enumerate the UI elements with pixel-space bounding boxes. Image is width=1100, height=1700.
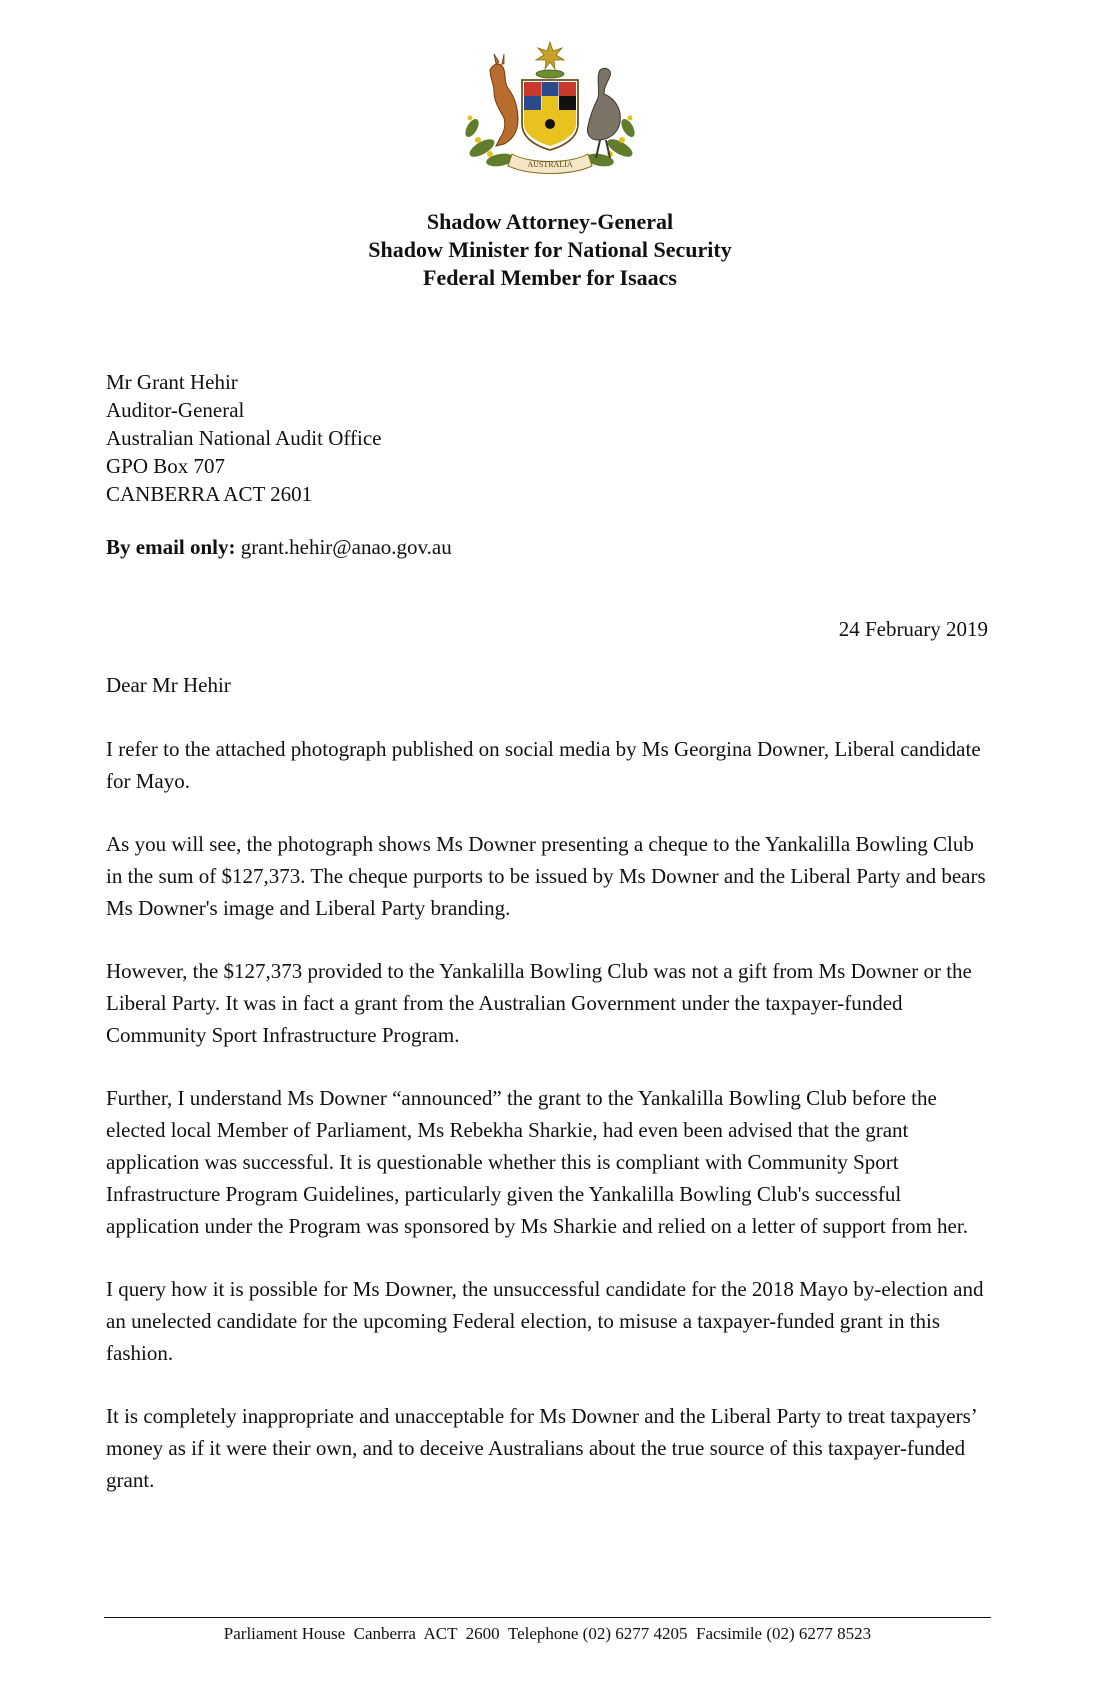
motto-text: AUSTRALIA (527, 160, 573, 169)
letter-date: 24 February 2019 (838, 617, 988, 641)
coat-of-arms-emblem (460, 40, 640, 180)
paragraph: It is completely inappropriate and unacceptable for Ms Downer and the Liberal Party to treat taxpayers’ money as if it were their own, and to deceive Australians about the true source of this taxpayer-funded grant. (106, 1404, 977, 1492)
emu-icon (587, 68, 620, 140)
footer-divider (104, 1617, 991, 1618)
paragraph: I refer to the attached photograph published on social media by Ms Georgina Downer, Liberal candidate for Mayo. (106, 737, 981, 793)
paragraph: I query how it is possible for Ms Downer, the unsuccessful candidate for the 2018 Mayo by-election and an unelected candidate for the upcoming Federal election, to misuse a taxpayer-funded grant in this fashion. (106, 1277, 984, 1365)
paragraph: As you will see, the photograph shows Ms Downer presenting a cheque to the Yankalilla Bowling Club in the sum of $127,373. The cheque purports to be issued by Ms Downer and the Liberal Party and bears Ms Downer's image and Liberal Party branding. (106, 832, 986, 920)
recipient-organisation: Australian National Audit Office (106, 426, 382, 450)
title-federal-member: Federal Member for Isaacs (423, 265, 677, 290)
email-label: By email only: (106, 535, 236, 559)
motto-scroll (508, 154, 592, 174)
paragraph: Further, I understand Ms Downer “announced” the grant to the Yankalilla Bowling Club before the elected local Member of Parliament, Ms Rebekha Sharkie, had even been advised that the grant application was successful. It is questionable whether this is compliant with Community Sport Infrastructure Program Guidelines, particularly given the Yankalilla Bowling Club's successful application under the Program was sponsored by Ms Sharkie and relied on a letter of support from her. (106, 1086, 968, 1238)
recipient-address (106, 368, 381, 508)
recipient-name: Mr Grant Hehir (106, 370, 238, 394)
recipient-city: CANBERRA ACT 2601 (106, 482, 313, 506)
letter-body (106, 733, 988, 1527)
salutation: Dear Mr Hehir (106, 673, 231, 697)
paragraph: However, the $127,373 provided to the Yankalilla Bowling Club was not a gift from Ms Downer or the Liberal Party. It was in fact a grant from the Australian Government under the taxpayer-funded Community Sport Infrastructure Program. (106, 959, 972, 1047)
email-line (106, 533, 452, 561)
letterhead-titles (0, 208, 1100, 292)
recipient-box: GPO Box 707 (106, 454, 226, 478)
shield-icon (522, 80, 578, 150)
recipient-title: Auditor-General (106, 398, 245, 422)
title-shadow-minister: Shadow Minister for National Security (368, 237, 732, 262)
commonwealth-star-icon (536, 42, 564, 69)
kangaroo-icon (490, 64, 518, 146)
email-address[interactable]: grant.hehir@anao.gov.au (240, 535, 452, 559)
footer-contact: Parliament House Canberra ACT 2600 Telephone (02) 6277 4205 Facsimile (02) 6277 8523 (223, 1624, 872, 1643)
title-shadow-attorney-general: Shadow Attorney-General (426, 209, 674, 234)
